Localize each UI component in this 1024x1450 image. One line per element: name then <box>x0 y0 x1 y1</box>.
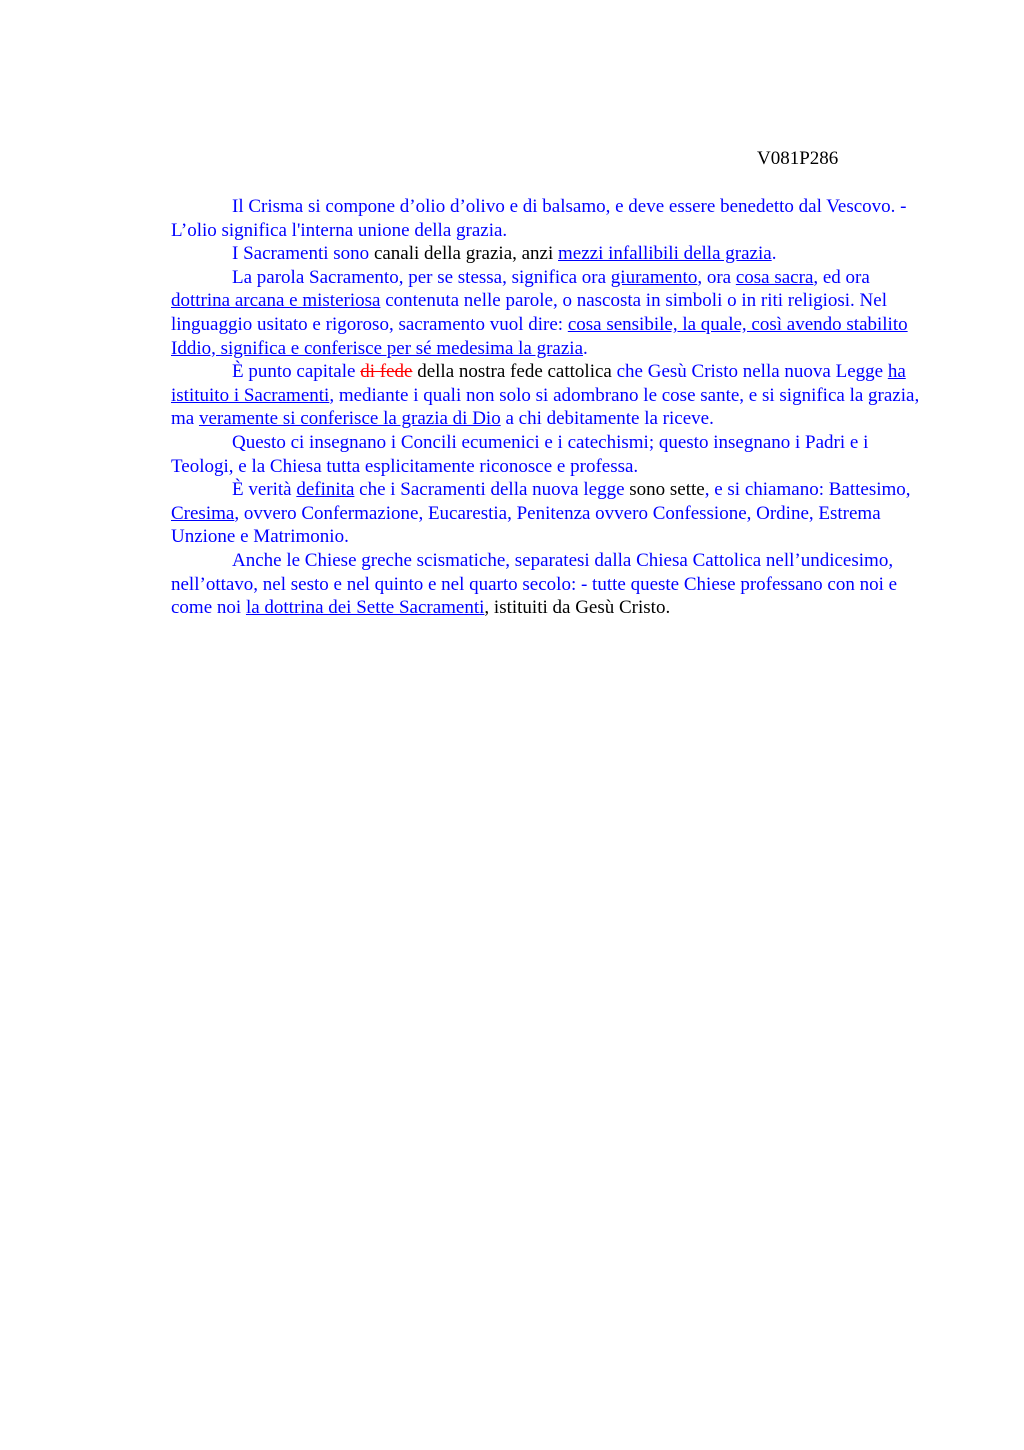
underlined-text-run: mezzi infallibili della grazia <box>558 243 772 265</box>
text-run: . <box>583 337 588 359</box>
text-run: , ovvero Confermazione, Eucarestia, Penitenza ovvero Confessione, Ordine, Estrema Unzione e Matrimonio. <box>171 502 881 548</box>
document-body <box>171 195 931 620</box>
paragraph <box>171 478 931 549</box>
paragraph <box>171 195 931 242</box>
page-id-label: V081P286 <box>757 148 839 169</box>
deleted-text-run: di fede <box>360 361 413 383</box>
text-run: che i Sacramenti della nuova legge <box>354 479 630 501</box>
text-run: I Sacramenti sono <box>232 243 374 265</box>
underlined-text-run: Cresima <box>171 502 235 524</box>
paragraph <box>171 431 931 478</box>
text-run: a chi debitamente la riceve. <box>500 408 714 430</box>
underlined-text-run: veramente si conferisce la grazia di Dio <box>198 408 501 430</box>
text-run: , e si chiamano: Battesimo, <box>704 479 911 501</box>
text-run: Anche le Chiese greche scismatiche, separatesi dalla Chiesa Cattolica nell’undicesimo, nell’ottavo, nel sesto e nel quinto e nel quarto secolo: - tutte queste Chiese professano con noi e come noi <box>171 549 898 619</box>
paragraph <box>171 360 931 431</box>
underlined-text-run: cosa sensibile, la quale, così avendo stabilito Iddio, significa e conferisce per sé medesima la grazia <box>171 313 908 359</box>
paragraph <box>171 549 931 620</box>
underlined-text-run: cosa sacra <box>735 266 814 288</box>
unrevised-text-run: della nostra fede cattolica <box>412 361 617 383</box>
unrevised-text-run: sono sette <box>629 479 705 501</box>
text-run: contenuta nelle parole, o nascosta in simboli o in riti religiosi. Nel linguaggio usitato e rigoroso, sacramento vuol dire: <box>171 290 887 335</box>
text-run: Il Crisma si compone d’olio d’olivo e di balsamo, e deve essere benedetto dal Vescovo. - L’olio significa l'interna unione della grazia. <box>171 196 907 241</box>
unrevised-text-run: , istituiti da Gesù Cristo. <box>484 597 671 619</box>
text-run: , ed ora <box>813 266 870 288</box>
text-run: È verità <box>232 479 297 501</box>
underlined-text-run: ha istituito i Sacramenti <box>171 361 906 406</box>
text-run: che Gesù Cristo nella nuova Legge <box>616 361 888 383</box>
underlined-text-run: la dottrina dei Sette Sacramenti <box>245 597 485 619</box>
text-run: È punto capitale <box>232 361 361 383</box>
underlined-text-run: definita <box>296 479 355 501</box>
text-run: , mediante i quali non solo si adombrano le cose sante, e si significa la grazia, ma <box>171 384 920 430</box>
unrevised-text-run: canali della grazia, anzi <box>373 243 559 265</box>
text-run: , ora <box>697 266 736 288</box>
text-run: Questo ci insegnano i Concili ecumenici e i catechismi; questo insegnano i Padri e i Teologi, e la Chiesa tutta esplicitamente riconosce e professa. <box>171 431 869 477</box>
text-run: La parola Sacramento, per se stessa, significa ora <box>232 266 611 288</box>
underlined-text-run: giuramento <box>610 266 698 288</box>
paragraph <box>171 242 931 266</box>
paragraph <box>171 266 931 360</box>
underlined-text-run: dottrina arcana e misteriosa <box>171 290 381 312</box>
text-run: . <box>771 243 777 265</box>
